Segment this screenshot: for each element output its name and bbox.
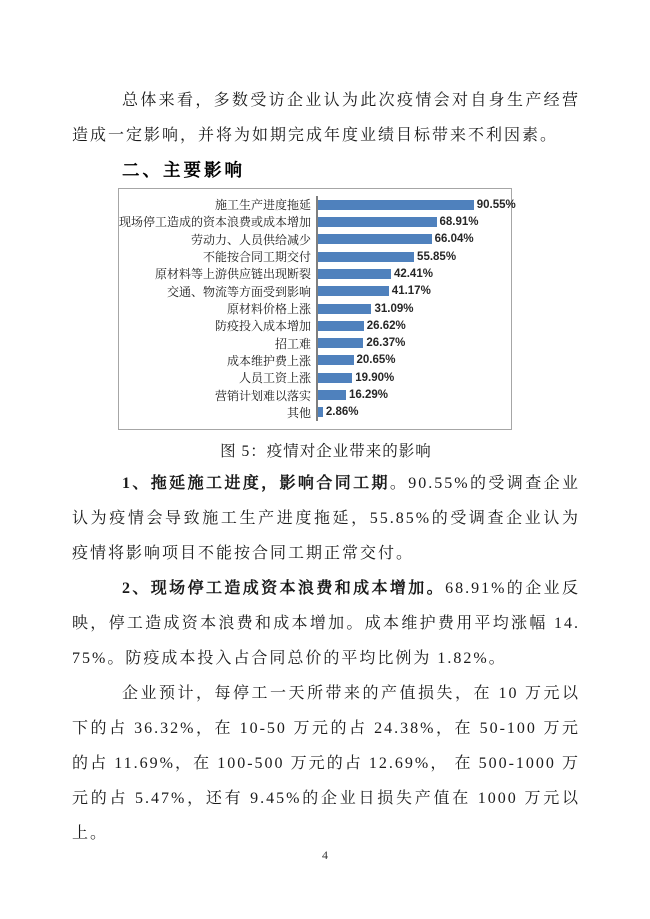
plot-area — [316, 265, 511, 282]
chart-row — [119, 369, 511, 386]
category-label: 其他 — [286, 405, 311, 420]
value-label: 66.04% — [434, 233, 474, 246]
paragraph-2 — [72, 571, 580, 676]
category-label: 成本维护费上涨 — [226, 353, 311, 368]
value-label: 55.85% — [417, 250, 457, 263]
value-label: 26.37% — [366, 337, 406, 350]
paragraph-1 — [72, 466, 580, 571]
bar — [318, 234, 432, 244]
chart-row — [119, 213, 511, 230]
chart-row — [119, 404, 511, 421]
paragraph-1-text: 。90.55%的受调查企业认为疫情会导致施工生产进度拖延，55.85%的受调查企业认为疫情将影响项目不能按合同工期正常交付。 — [72, 475, 580, 562]
value-label: 68.91% — [439, 215, 479, 228]
plot-area — [316, 213, 511, 230]
plot-area — [316, 369, 511, 386]
chart-row — [119, 300, 511, 317]
category-label: 防疫投入成本增加 — [214, 319, 311, 334]
plot-area — [316, 300, 511, 317]
value-label: 31.09% — [374, 302, 414, 315]
paragraph-3 — [72, 676, 580, 851]
bar — [318, 286, 389, 296]
chart-row — [119, 317, 511, 334]
plot-area — [316, 386, 511, 403]
intro-paragraph — [72, 83, 580, 153]
category-label: 人员工资上涨 — [238, 371, 311, 386]
plot-area — [316, 404, 511, 421]
bar — [318, 200, 474, 210]
plot-area — [316, 317, 511, 334]
value-label: 42.41% — [393, 267, 433, 280]
chart-row — [119, 386, 511, 403]
chart-row — [119, 231, 511, 248]
value-label: 16.29% — [349, 389, 389, 402]
paragraph-1-bold: 1、拖延施工进度，影响合同工期 — [122, 475, 390, 492]
value-label: 41.17% — [391, 285, 431, 298]
intro-text: 总体来看，多数受访企业认为此次疫情会对自身生产经营造成一定影响，并将为如期完成年度业绩目标带来不利因素。 — [72, 92, 580, 144]
bar — [318, 373, 352, 383]
chart-row — [119, 248, 511, 265]
bar — [318, 252, 414, 262]
page-number: 4 — [322, 848, 328, 862]
bar — [318, 321, 364, 331]
category-label: 交通、物流等方面受到影响 — [166, 284, 311, 299]
category-label: 现场停工造成的资本浪费或成本增加 — [119, 215, 312, 230]
chart-row — [119, 283, 511, 300]
category-label: 招工难 — [274, 336, 311, 351]
category-label: 营销计划难以落实 — [214, 388, 311, 403]
plot-area — [316, 283, 511, 300]
category-label: 原材料价格上涨 — [226, 302, 311, 317]
value-label: 20.65% — [356, 354, 396, 367]
bar-chart — [118, 188, 516, 430]
plot-area — [316, 231, 511, 248]
value-label: 26.62% — [366, 319, 406, 332]
plot-area — [316, 248, 511, 265]
category-label: 原材料等上游供应链出现断裂 — [154, 267, 311, 282]
chart-row — [119, 352, 511, 369]
bar — [318, 338, 363, 348]
plot-area — [316, 335, 511, 352]
bar — [318, 390, 346, 400]
value-label: 2.86% — [325, 406, 359, 419]
bar — [318, 304, 371, 314]
paragraph-3-text: 企业预计，每停工一天所带来的产值损失，在 10 万元以下的占 36.32%，在 10-50 万元的占 24.38%，在 50-100 万元的占 11.69%，在 100-500 万元的占 12.69%， 在 500-1000 万元的占 5.47%，还有 9.45%的企业日损失产值在 1000 万元以上。 — [72, 685, 580, 842]
value-label: 19.90% — [355, 371, 395, 384]
chart-row — [119, 196, 516, 213]
section-heading: 二、主要影响 — [122, 160, 245, 180]
plot-area — [316, 196, 516, 213]
category-label: 劳动力、人员供给减少 — [190, 232, 311, 247]
category-label: 施工生产进度拖延 — [214, 198, 311, 213]
bar — [318, 407, 323, 417]
bar — [318, 355, 354, 365]
paragraph-2-text: 68.91%的企业反映，停工造成资本浪费和成本增加。成本维护费用平均涨幅 14.75%。防疫成本投入占合同总价的平均比例为 1.82%。 — [72, 580, 580, 667]
chart-row — [119, 265, 511, 282]
category-label: 不能按合同工期交付 — [202, 250, 311, 265]
bar — [318, 217, 437, 227]
value-label: 90.55% — [476, 198, 516, 211]
chart-row — [119, 335, 511, 352]
page-content — [72, 83, 580, 851]
bar — [318, 269, 391, 279]
chart-rows — [119, 189, 516, 429]
paragraph-2-bold: 2、现场停工造成资本浪费和成本增加。 — [122, 580, 446, 597]
figure-caption: 图 5：疫情对企业带来的影响 — [220, 443, 432, 460]
plot-area — [316, 352, 511, 369]
